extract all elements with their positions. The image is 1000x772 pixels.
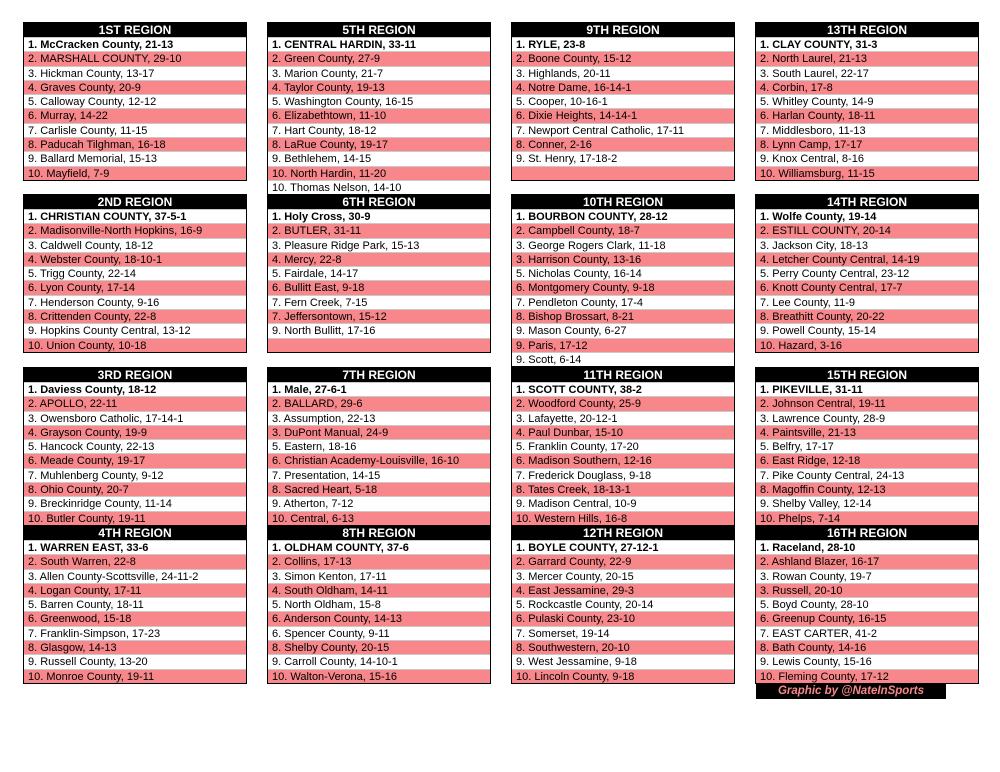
- team-row: 8. Tates Creek, 18-13-1: [512, 482, 734, 496]
- region-title: 6TH REGION: [268, 195, 490, 209]
- team-row: 6. Dixie Heights, 14-14-1: [512, 108, 734, 122]
- team-row: 2. Johnson Central, 19-11: [756, 396, 978, 410]
- team-row: 2. APOLLO, 22-11: [24, 396, 246, 410]
- team-row: 5. Franklin County, 17-20: [512, 439, 734, 453]
- team-row: 6. Madison Southern, 12-16: [512, 453, 734, 467]
- team-row: 4. Webster County, 18-10-1: [24, 252, 246, 266]
- team-row: 7. Hart County, 18-12: [268, 123, 490, 137]
- team-row: 3. Pleasure Ridge Park, 15-13: [268, 238, 490, 252]
- region-title: 14TH REGION: [756, 195, 978, 209]
- team-row: 3. Lafayette, 20-12-1: [512, 411, 734, 425]
- team-row: 9. Breckinridge County, 11-14: [24, 496, 246, 510]
- team-row: 10. Butler County, 19-11: [24, 511, 246, 525]
- team-row: 2. North Laurel, 21-13: [756, 51, 978, 65]
- team-row: 8. Conner, 2-16: [512, 137, 734, 151]
- region-title: 13TH REGION: [756, 23, 978, 37]
- team-row: 7. Carlisle County, 11-15: [24, 123, 246, 137]
- region-champion: 1. PIKEVILLE, 31-11: [756, 382, 978, 396]
- region-champion: 1. WARREN EAST, 33-6: [24, 540, 246, 554]
- region-16th-region: [755, 525, 979, 684]
- team-row: 8. LaRue County, 19-17: [268, 137, 490, 151]
- team-row: 5. Fairdale, 14-17: [268, 266, 490, 280]
- team-row: 6. Lyon County, 17-14: [24, 280, 246, 294]
- region-title: 11TH REGION: [512, 368, 734, 382]
- team-row: 3. South Laurel, 22-17: [756, 66, 978, 80]
- team-row: 2. Green County, 27-9: [268, 51, 490, 65]
- team-row: 3. Caldwell County, 18-12: [24, 238, 246, 252]
- team-row: 9. Scott, 6-14: [512, 352, 734, 366]
- region-title: 1ST REGION: [24, 23, 246, 37]
- team-row: 4. Graves County, 20-9: [24, 80, 246, 94]
- region-champion: 1. BOURBON COUNTY, 28-12: [512, 209, 734, 223]
- team-row: 9. Bethlehem, 14-15: [268, 151, 490, 165]
- team-row: 2. Garrard County, 22-9: [512, 554, 734, 568]
- team-row: 4. Notre Dame, 16-14-1: [512, 80, 734, 94]
- team-row: 7. Jeffersontown, 15-12: [268, 309, 490, 323]
- region-7th-region: [267, 367, 491, 526]
- region-title: 16TH REGION: [756, 526, 978, 540]
- team-row: 6. Meade County, 19-17: [24, 453, 246, 467]
- team-row: 8. Breathitt County, 20-22: [756, 309, 978, 323]
- team-row: 7. Lee County, 11-9: [756, 295, 978, 309]
- team-row: 10. Phelps, 7-14: [756, 511, 978, 525]
- team-row: 5. Eastern, 18-16: [268, 439, 490, 453]
- team-row: 10. Hazard, 3-16: [756, 338, 978, 352]
- team-row: 6. Murray, 14-22: [24, 108, 246, 122]
- team-row: 3. Simon Kenton, 17-11: [268, 569, 490, 583]
- team-row: 3. Hickman County, 13-17: [24, 66, 246, 80]
- team-row: 10. Fleming County, 17-12: [756, 669, 978, 683]
- team-row: 5. Boyd County, 28-10: [756, 597, 978, 611]
- team-row: 7. Muhlenberg County, 9-12: [24, 468, 246, 482]
- team-row: 8. Ohio County, 20-7: [24, 482, 246, 496]
- team-row: 4. Corbin, 17-8: [756, 80, 978, 94]
- team-row: 9. Lewis County, 15-16: [756, 654, 978, 668]
- team-row: 5. Barren County, 18-11: [24, 597, 246, 611]
- team-row: 4. South Oldham, 14-11: [268, 583, 490, 597]
- region-title: 2ND REGION: [24, 195, 246, 209]
- team-row: 5. Trigg County, 22-14: [24, 266, 246, 280]
- team-row: 3. Rowan County, 19-7: [756, 569, 978, 583]
- team-row: 7. Fern Creek, 7-15: [268, 295, 490, 309]
- team-row: 7. Somerset, 19-14: [512, 626, 734, 640]
- team-row: 9. Powell County, 15-14: [756, 323, 978, 337]
- team-row: 9. Mason County, 6-27: [512, 323, 734, 337]
- team-row: 5. Rockcastle County, 20-14: [512, 597, 734, 611]
- team-row: 10. Monroe County, 19-11: [24, 669, 246, 683]
- team-row: 2. BALLARD, 29-6: [268, 396, 490, 410]
- region-title: 10TH REGION: [512, 195, 734, 209]
- team-row: 6. Harlan County, 18-11: [756, 108, 978, 122]
- team-row: 10. Central, 6-13: [268, 511, 490, 525]
- region-5th-region: [267, 22, 491, 195]
- region-title: 8TH REGION: [268, 526, 490, 540]
- region-10th-region: [511, 194, 735, 367]
- team-row: 5. Belfry, 17-17: [756, 439, 978, 453]
- team-row: 2. Madisonville-North Hopkins, 16-9: [24, 223, 246, 237]
- team-row: 9. Carroll County, 14-10-1: [268, 654, 490, 668]
- team-row: 6. Spencer County, 9-11: [268, 626, 490, 640]
- team-row: 6. Elizabethtown, 11-10: [268, 108, 490, 122]
- team-row: 7. EAST CARTER, 41-2: [756, 626, 978, 640]
- team-row: 8. Lynn Camp, 17-17: [756, 137, 978, 151]
- region-6th-region: [267, 194, 491, 353]
- team-row: 5. Whitley County, 14-9: [756, 94, 978, 108]
- region-champion: 1. Male, 27-6-1: [268, 382, 490, 396]
- team-row: 10. Western Hills, 16-8: [512, 511, 734, 525]
- team-row: 2. Woodford County, 25-9: [512, 396, 734, 410]
- region-champion: 1. Raceland, 28-10: [756, 540, 978, 554]
- team-row: 6. Pulaski County, 23-10: [512, 611, 734, 625]
- team-row: 5. Perry County Central, 23-12: [756, 266, 978, 280]
- team-row: 4. Paul Dunbar, 15-10: [512, 425, 734, 439]
- team-row: 9. Hopkins County Central, 13-12: [24, 323, 246, 337]
- team-row: 8. Bath County, 14-16: [756, 640, 978, 654]
- team-row: 8. Bishop Brossart, 8-21: [512, 309, 734, 323]
- region-4th-region: [23, 525, 247, 684]
- team-row: 9. Atherton, 7-12: [268, 496, 490, 510]
- team-row: 8. Glasgow, 14-13: [24, 640, 246, 654]
- team-row: 10. North Hardin, 11-20: [268, 166, 490, 180]
- team-row: 2. Boone County, 15-12: [512, 51, 734, 65]
- region-title: 12TH REGION: [512, 526, 734, 540]
- team-row: 5. Hancock County, 22-13: [24, 439, 246, 453]
- region-9th-region: [511, 22, 735, 181]
- team-row: 4. Grayson County, 19-9: [24, 425, 246, 439]
- team-row: 9. Shelby Valley, 12-14: [756, 496, 978, 510]
- region-champion: 1. BOYLE COUNTY, 27-12-1: [512, 540, 734, 554]
- region-3rd-region: [23, 367, 247, 526]
- team-row: 9. North Bullitt, 17-16: [268, 323, 490, 337]
- team-row: 3. Lawrence County, 28-9: [756, 411, 978, 425]
- team-row: 3. DuPont Manual, 24-9: [268, 425, 490, 439]
- region-champion: 1. McCracken County, 21-13: [24, 37, 246, 51]
- team-row: 10. Mayfield, 7-9: [24, 166, 246, 180]
- team-row: 2. MARSHALL COUNTY, 29-10: [24, 51, 246, 65]
- team-row: 7. Franklin-Simpson, 17-23: [24, 626, 246, 640]
- team-row: 8. Sacred Heart, 5-18: [268, 482, 490, 496]
- team-row: 5. North Oldham, 15-8: [268, 597, 490, 611]
- team-row: 7. Henderson County, 9-16: [24, 295, 246, 309]
- team-row: 9. Ballard Memorial, 15-13: [24, 151, 246, 165]
- region-champion: 1. CLAY COUNTY, 31-3: [756, 37, 978, 51]
- team-row: 6. Knott County Central, 17-7: [756, 280, 978, 294]
- region-title: 4TH REGION: [24, 526, 246, 540]
- region-champion: 1. Holy Cross, 30-9: [268, 209, 490, 223]
- team-row: 7. Pendleton County, 17-4: [512, 295, 734, 309]
- team-row: 5. Nicholas County, 16-14: [512, 266, 734, 280]
- team-row: 6. East Ridge, 12-18: [756, 453, 978, 467]
- team-row: 3. Russell, 20-10: [756, 583, 978, 597]
- team-row: 9. Knox Central, 8-16: [756, 151, 978, 165]
- region-15th-region: [755, 367, 979, 526]
- team-row: 6. Montgomery County, 9-18: [512, 280, 734, 294]
- team-row: 3. Allen County-Scottsville, 24-11-2: [24, 569, 246, 583]
- region-13th-region: [755, 22, 979, 181]
- region-title: 3RD REGION: [24, 368, 246, 382]
- region-champion: 1. Wolfe County, 19-14: [756, 209, 978, 223]
- team-row: 7. Newport Central Catholic, 17-11: [512, 123, 734, 137]
- team-row: 6. Bullitt East, 9-18: [268, 280, 490, 294]
- team-row: 10. Walton-Verona, 15-16: [268, 669, 490, 683]
- team-row: 6. Anderson County, 14-13: [268, 611, 490, 625]
- team-row: 6. Christian Academy-Louisville, 16-10: [268, 453, 490, 467]
- team-row: 7. Presentation, 14-15: [268, 468, 490, 482]
- team-row: 7. Middlesboro, 11-13: [756, 123, 978, 137]
- team-row: 10. Williamsburg, 11-15: [756, 166, 978, 180]
- team-row: 8. Shelby County, 20-15: [268, 640, 490, 654]
- team-row: 8. Magoffin County, 12-13: [756, 482, 978, 496]
- team-row: 9. St. Henry, 17-18-2: [512, 151, 734, 165]
- team-row: 2. ESTILL COUNTY, 20-14: [756, 223, 978, 237]
- team-row: 6. Greenwood, 15-18: [24, 611, 246, 625]
- team-row: 3. Jackson City, 18-13: [756, 238, 978, 252]
- team-row: 2. South Warren, 22-8: [24, 554, 246, 568]
- team-row: 7. Pike County Central, 24-13: [756, 468, 978, 482]
- team-row: 9. West Jessamine, 9-18: [512, 654, 734, 668]
- team-row: 6. Greenup County, 16-15: [756, 611, 978, 625]
- team-row: 3. Mercer County, 20-15: [512, 569, 734, 583]
- region-champion: 1. CHRISTIAN COUNTY, 37-5-1: [24, 209, 246, 223]
- team-row: 3. Harrison County, 13-16: [512, 252, 734, 266]
- team-row: 2. BUTLER, 31-11: [268, 223, 490, 237]
- team-row: 2. Campbell County, 18-7: [512, 223, 734, 237]
- region-12th-region: [511, 525, 735, 684]
- region-title: 9TH REGION: [512, 23, 734, 37]
- team-row: 3. Marion County, 21-7: [268, 66, 490, 80]
- team-row: 5. Washington County, 16-15: [268, 94, 490, 108]
- team-row: 8. Crittenden County, 22-8: [24, 309, 246, 323]
- region-14th-region: [755, 194, 979, 353]
- team-row: 2. Collins, 17-13: [268, 554, 490, 568]
- team-row: 3. Assumption, 22-13: [268, 411, 490, 425]
- team-row: 2. Ashland Blazer, 16-17: [756, 554, 978, 568]
- team-row: 3. George Rogers Clark, 11-18: [512, 238, 734, 252]
- team-row: 3. Highlands, 20-11: [512, 66, 734, 80]
- region-title: 7TH REGION: [268, 368, 490, 382]
- team-row: 3. Owensboro Catholic, 17-14-1: [24, 411, 246, 425]
- team-row: 4. Mercy, 22-8: [268, 252, 490, 266]
- team-row: 4. Letcher County Central, 14-19: [756, 252, 978, 266]
- team-row: [268, 338, 490, 352]
- team-row: 5. Calloway County, 12-12: [24, 94, 246, 108]
- team-row: 10. Lincoln County, 9-18: [512, 669, 734, 683]
- team-row: 10. Thomas Nelson, 14-10: [268, 180, 490, 194]
- team-row: 8. Southwestern, 20-10: [512, 640, 734, 654]
- region-champion: 1. SCOTT COUNTY, 38-2: [512, 382, 734, 396]
- region-title: 15TH REGION: [756, 368, 978, 382]
- team-row: 4. East Jessamine, 29-3: [512, 583, 734, 597]
- region-title: 5TH REGION: [268, 23, 490, 37]
- region-champion: 1. Daviess County, 18-12: [24, 382, 246, 396]
- team-row: 4. Taylor County, 19-13: [268, 80, 490, 94]
- team-row: 5. Cooper, 10-16-1: [512, 94, 734, 108]
- region-champion: 1. CENTRAL HARDIN, 33-11: [268, 37, 490, 51]
- team-row: [512, 166, 734, 180]
- team-row: 4. Logan County, 17-11: [24, 583, 246, 597]
- graphic-credit: Graphic by @NateInSports: [756, 684, 946, 699]
- team-row: 8. Paducah Tilghman, 16-18: [24, 137, 246, 151]
- region-8th-region: [267, 525, 491, 684]
- region-2nd-region: [23, 194, 247, 353]
- team-row: 9. Madison Central, 10-9: [512, 496, 734, 510]
- team-row: 9. Paris, 17-12: [512, 338, 734, 352]
- team-row: 4. Paintsville, 21-13: [756, 425, 978, 439]
- region-1st-region: [23, 22, 247, 181]
- team-row: 10. Union County, 10-18: [24, 338, 246, 352]
- region-champion: 1. OLDHAM COUNTY, 37-6: [268, 540, 490, 554]
- region-11th-region: [511, 367, 735, 526]
- team-row: 7. Frederick Douglass, 9-18: [512, 468, 734, 482]
- region-champion: 1. RYLE, 23-8: [512, 37, 734, 51]
- team-row: 9. Russell County, 13-20: [24, 654, 246, 668]
